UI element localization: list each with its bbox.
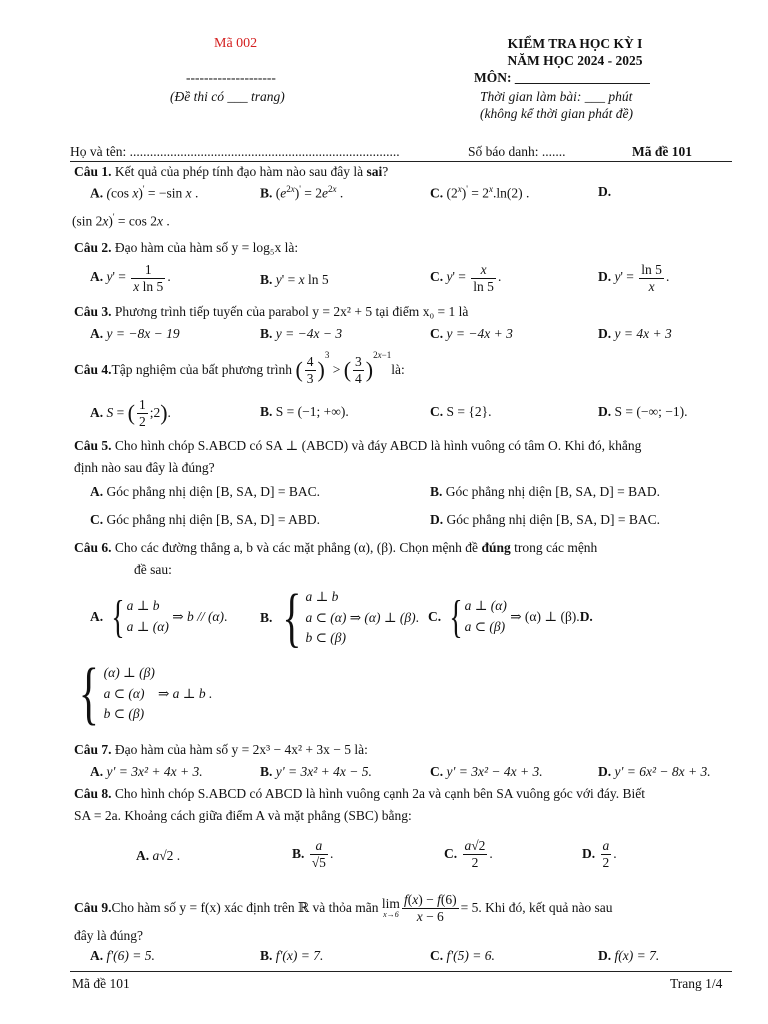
question-text: Kết quả của phép tính đạo hàm nào sau đây là	[111, 164, 367, 179]
q4-option-b	[260, 404, 349, 420]
option-label: D.	[598, 184, 612, 199]
option-label: D.	[582, 846, 596, 862]
option-text: y = −4x − 3	[275, 326, 343, 341]
q6-option-a: A. { a ⊥ b a ⊥ (α) ⇒ b // (α) .	[90, 591, 228, 642]
question-text: Tập nghiệm của bất phương trình	[111, 362, 293, 377]
question-text: Cho hàm số y = f(x) xác định trên ℝ và thỏa mãn	[111, 900, 379, 915]
header-dashes: --------------------	[186, 70, 276, 85]
question-emphasis: sai	[366, 164, 383, 179]
question-label: Câu 8.	[74, 786, 112, 801]
q1-option-c: C. $(2^x)' = 2^x.\ln(2)$ .	[430, 184, 530, 201]
question-8-cont: SA = 2a. Khoảng cách giữa điểm A và mặt phẳng (SBC) bằng:	[74, 808, 412, 823]
option-label: A.	[90, 484, 104, 499]
question-6	[74, 540, 597, 556]
pages-note: (Đề thi có ___ trang)	[170, 89, 285, 104]
q2-option-b: B. y' = x ln 5	[260, 272, 329, 287]
question-4: Câu 4. Tập nghiệm của bất phương trình ( $\frac{4}{3}$ ) $^3$ > ( $\frac{3}{4}$ ) $^{2x -1}$ là:	[74, 350, 405, 386]
q2-option-d: D. y' = $\frac{\ln 5}{x}$ .	[598, 262, 670, 294]
exam-title: KIỂM TRA HỌC KỲ I	[507, 36, 643, 51]
option-label: C.	[90, 512, 104, 527]
school-year: NĂM HỌC 2024 - 2025	[507, 53, 643, 68]
option-label: A.	[90, 326, 104, 341]
question-5-cont: định nào sau đây là đúng?	[74, 460, 215, 475]
option-text: S = (−∞; −1).	[614, 404, 688, 419]
question-5	[74, 438, 641, 454]
q3-option-d	[598, 326, 672, 342]
option-label: D.	[598, 948, 612, 963]
option-label: B.	[260, 610, 273, 625]
option-label: B.	[430, 484, 443, 499]
option-text: Góc phẳng nhị diện [B, SA, D] = BAD.	[445, 484, 660, 499]
option-label: A.	[90, 185, 104, 201]
q4-option-d	[598, 404, 687, 420]
question-text-end: là:	[391, 362, 405, 377]
option-label: A.	[90, 405, 104, 420]
question-label: Câu 2.	[74, 240, 112, 255]
option-label: D.	[598, 404, 612, 419]
q4-option-a: A. S = ( $\frac{1}{2}$ ;2 ) .	[90, 396, 171, 429]
footer-exam-code: Mã đề 101	[72, 976, 130, 991]
q9-option-a	[90, 948, 155, 964]
option-text: y' = 3x² + 4x − 5.	[275, 764, 372, 779]
question-6-cont: đề sau:	[134, 562, 172, 577]
option-label: C.	[428, 609, 442, 624]
q2-option-c: C. y' = $\frac{x}{\ln 5}$ .	[430, 262, 502, 294]
option-label-d: D.	[579, 609, 593, 624]
option-text: y = 4x + 3	[614, 326, 672, 341]
option-label: D.	[430, 512, 444, 527]
q9-option-d	[598, 948, 659, 964]
question-emphasis: đúng	[481, 540, 511, 555]
question-3	[74, 304, 468, 320]
q3-option-b	[260, 326, 342, 342]
q3-option-c	[430, 326, 513, 342]
q1-option-a: A. (cos x)' = −sin x .	[90, 184, 199, 201]
option-text: S = (−1; +∞).	[275, 404, 349, 419]
option-text: f'(6) = 5.	[106, 948, 155, 963]
option-label: D.	[598, 326, 612, 341]
q1-option-b: B. $(e^{2x})' = 2e^{2x}$ .	[260, 184, 344, 201]
option-label: B.	[260, 272, 273, 287]
question-label: Câu 1.	[74, 164, 112, 179]
option-label: C.	[430, 404, 444, 419]
option-label: B.	[260, 326, 273, 341]
exam-code: Mã đề 101	[632, 144, 692, 159]
option-label: A.	[90, 764, 104, 779]
question-text: Phương trình tiếp tuyến của parabol y = 2x² + 5 tại điểm x₀ = 1 là	[111, 304, 469, 319]
option-text: y' = 3x² + 4x + 3.	[106, 764, 203, 779]
q7-option-c	[430, 764, 543, 780]
footer-divider	[70, 971, 732, 972]
q8-option-b: B. $\frac{a}{√5}$ .	[292, 838, 334, 870]
option-label: A.	[90, 609, 104, 624]
option-label: C.	[430, 948, 444, 963]
student-name-field: Họ và tên: ................................................................................	[70, 144, 400, 159]
option-label: A.	[136, 848, 150, 863]
time-allowed: Thời gian làm bài: ___ phút	[480, 89, 633, 104]
option-label: C.	[430, 269, 444, 285]
student-id-field: Số báo danh: .......	[468, 144, 566, 159]
q5-option-d	[430, 512, 660, 528]
q5-option-a	[90, 484, 320, 500]
question-text-end: trong các mệnh	[510, 540, 598, 555]
q7-option-b	[260, 764, 372, 780]
option-text: f'(5) = 6.	[446, 948, 495, 963]
q5-option-b	[430, 484, 660, 500]
option-label: B.	[260, 404, 273, 419]
option-text: f'(x) = 7.	[275, 948, 324, 963]
option-label: B.	[292, 846, 305, 862]
question-text: Cho hình chóp S.ABCD có ABCD là hình vuông cạnh 2a và cạnh bên SA vuông góc với đáy. Biết	[111, 786, 645, 801]
q8-option-c: C. $\frac{a√2}{2}$ .	[444, 838, 493, 870]
option-label: C.	[430, 764, 444, 779]
option-label: C.	[444, 846, 458, 862]
q6-option-d: { (α) ⊥ (β) a ⊂ (α) ⇒ a ⊥ b . b ⊂ (β)	[78, 655, 213, 732]
footer-page-number: Trang 1/4	[670, 976, 723, 991]
subject-field: MÔN: ____________________	[474, 70, 650, 85]
question-9: Câu 9. Cho hàm số y = f(x) xác định trên ℝ và thỏa mãn lim x→6 $\frac{f(x) - f(6)}{x - 6}$ = 5 . Khi đó, kết quả nào sau	[74, 891, 613, 924]
option-label: A.	[90, 948, 104, 963]
option-label: C.	[430, 185, 444, 201]
time-note: (không kể thời gian phát đề)	[480, 106, 634, 121]
option-text: Góc phẳng nhị diện [B, SA, D] = BAC.	[446, 512, 660, 527]
question-text-end: ?	[382, 164, 389, 179]
option-text: Góc phẳng nhị diện [B, SA, D] = BAC.	[106, 484, 320, 499]
q6-option-c: C. { a ⊥ (α) a ⊂ (β) ⇒ (α) ⊥ (β). D.	[428, 591, 593, 642]
question-text: Đạo hàm của hàm số y = 2x³ − 4x² + 3x − 5 là:	[111, 742, 368, 757]
question-text: Cho các đường thẳng a, b và các mặt phẳng (α), (β). Chọn mệnh đề	[111, 540, 482, 555]
option-text: S = {2}.	[446, 404, 492, 419]
q7-option-a	[90, 764, 203, 780]
question-label: Câu 7.	[74, 742, 112, 757]
option-label: A.	[90, 269, 104, 285]
option-label: D.	[598, 269, 612, 285]
q1-option-d	[598, 184, 611, 200]
option-label: C.	[430, 326, 444, 341]
question-text: Cho hình chóp S.ABCD có SA ⊥ (ABCD) và đáy ABCD là hình vuông có tâm O. Khi đó, khẳng	[111, 438, 642, 453]
q6-option-b: B. { a ⊥ b a ⊂ (α) ⇒ (α) ⊥ (β) b ⊂ (β) .	[260, 581, 420, 654]
q8-option-d: D. $\frac{a}{2}$ .	[582, 838, 617, 870]
q1-option-d-content: (sin 2x)' = cos 2x .	[72, 212, 170, 229]
option-label: B.	[260, 764, 273, 779]
question-9-cont: đây là đúng?	[74, 928, 143, 943]
question-label: Câu 9.	[74, 900, 112, 915]
question-2	[74, 240, 298, 256]
q4-option-c	[430, 404, 491, 420]
q3-option-a	[90, 326, 180, 342]
q5-option-c	[90, 512, 320, 528]
exam-variant-code: Mã 002	[214, 36, 258, 51]
option-text: y = −8x − 19	[106, 326, 180, 341]
q7-option-d	[598, 764, 711, 780]
q8-option-a: A. a√2 .	[136, 848, 181, 863]
option-text: y' = 3x² − 4x + 3.	[446, 764, 543, 779]
question-label: Câu 4.	[74, 362, 112, 377]
question-7	[74, 742, 368, 758]
question-1	[74, 164, 388, 180]
option-label: B.	[260, 185, 273, 201]
option-text: f(x) = 7.	[614, 948, 660, 963]
option-text: Góc phẳng nhị diện [B, SA, D] = ABD.	[106, 512, 320, 527]
q2-option-a: A. y' = $\frac{1}{\text{x ln 5}}$ .	[90, 262, 171, 294]
question-label: Câu 5.	[74, 438, 112, 453]
question-label: Câu 3.	[74, 304, 112, 319]
question-8	[74, 786, 645, 802]
question-label: Câu 6.	[74, 540, 112, 555]
option-label: B.	[260, 948, 273, 963]
question-text: Đạo hàm của hàm số y = log₅x là:	[111, 240, 299, 255]
question-text-end: . Khi đó, kết quả nào sau	[478, 900, 613, 915]
option-text: y' = 6x² − 8x + 3.	[614, 764, 711, 779]
q9-option-c	[430, 948, 495, 964]
q9-option-b	[260, 948, 323, 964]
option-label: D.	[598, 764, 612, 779]
option-text: y = −4x + 3	[446, 326, 513, 341]
header-divider	[70, 161, 732, 162]
